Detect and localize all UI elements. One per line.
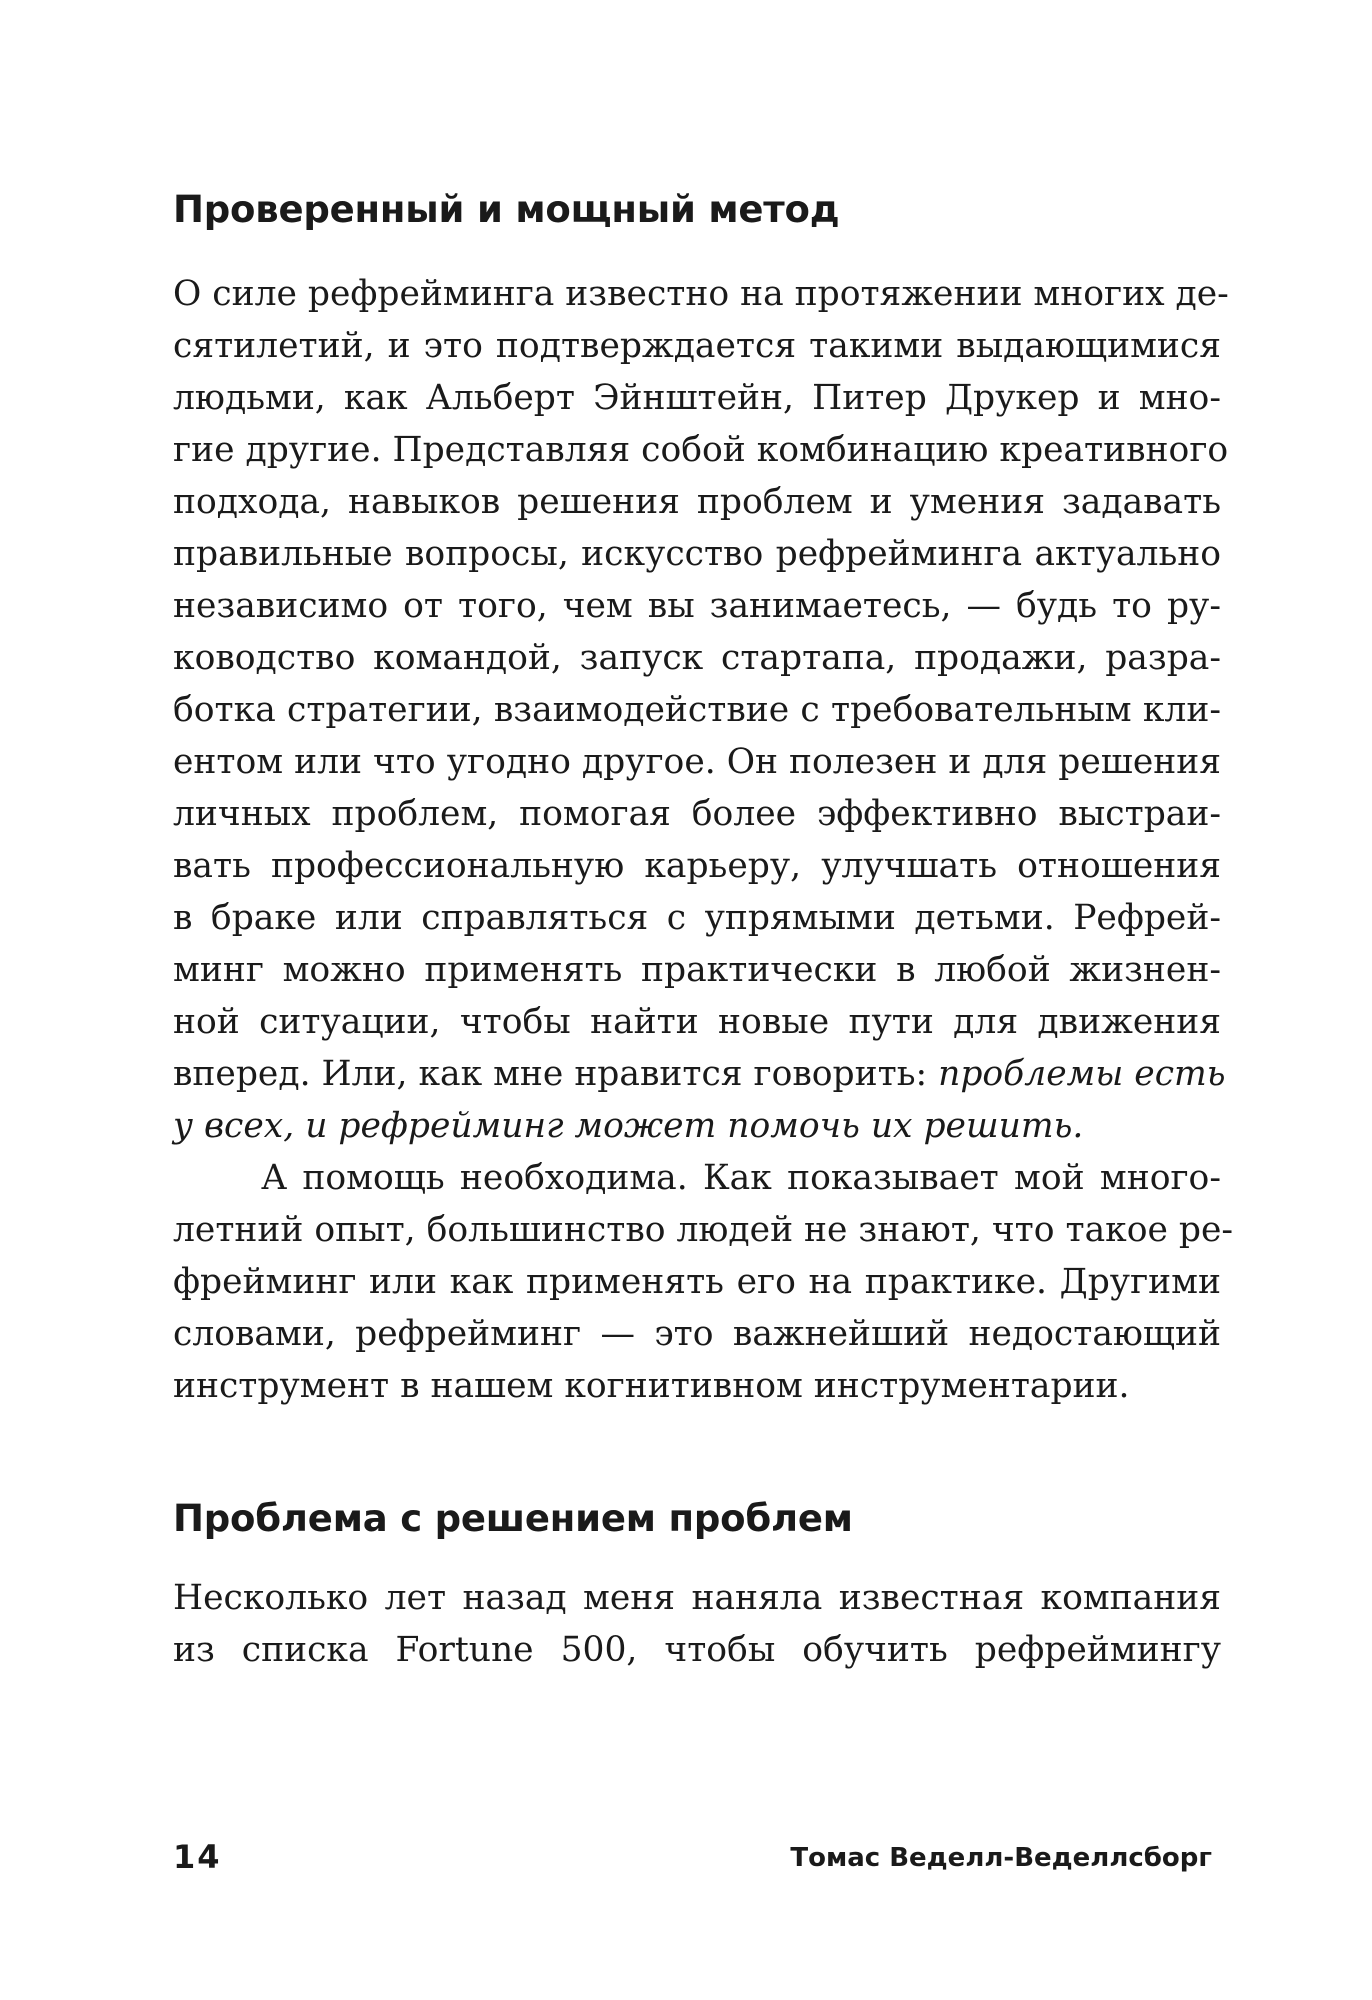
text-line: Несколько лет назад меня наняла известная компания [173,1578,1221,1618]
text-line: людьми, как Альберт Эйнштейн, Питер Друкер и мно- [173,378,1221,418]
text-line: словами, рефрейминг — это важнейший недостающий [173,1314,1221,1354]
text-line: независимо от того, чем вы занимаетесь, — будь то ру- [173,586,1221,626]
italic-emphasis-line: у всех, и рефрейминг может помочь их решить. [173,1106,1084,1146]
text-line: правильные вопросы, искусство рефрейминга актуально [173,534,1221,574]
text-line: личных проблем, помогая более эффективно выстраи- [173,794,1221,834]
text-span: вперед. Или, как мне нравится говорить: [173,1054,939,1094]
paragraph-start-line: А помощь необходима. Как показывает мой много- [261,1158,1221,1198]
section-body-problem-solving [173,1572,1221,1676]
text-line: ной ситуации, чтобы найти новые пути для движения [173,1002,1221,1042]
italic-emphasis: проблемы есть [938,1054,1226,1094]
text-line: ководство командой, запуск стартапа, продажи, разра- [173,638,1221,678]
section-heading-proven-method: Проверенный и мощный метод [173,188,840,231]
text-line: фрейминг или как применять его на практике. Другими [173,1262,1221,1302]
text-line: ентом или что угодно другое. Он полезен и для решения [173,742,1221,782]
text-line: минг можно применять практически в любой жизнен- [173,950,1221,990]
section-body-proven-method [173,268,1234,1412]
text-line: из списка Fortune 500, чтобы обучить рефреймингу [173,1630,1221,1670]
text-line: О силе рефрейминга известно на протяжении многих де- [173,274,1229,314]
text-line: в браке или справляться с упрямыми детьми. Рефрей- [173,898,1221,938]
text-line: летний опыт, большинство людей не знают, что такое ре- [173,1210,1234,1250]
text-line: сятилетий, и это подтверждается такими выдающимися [173,326,1221,366]
text-line: подхода, навыков решения проблем и умения задавать [173,482,1221,522]
text-line: ботка стратегии, взаимодействие с требовательным кли- [173,690,1221,730]
section-heading-problem-solving: Проблема с решением проблем [173,1497,853,1540]
running-footer-author: Томас Веделл-Веделлсборг [790,1843,1212,1873]
page-number: 14 [173,1838,222,1876]
text-line: вать профессиональную карьеру, улучшать отношения [173,846,1221,886]
text-line: инструмент в нашем когнитивном инструментарии. [173,1366,1130,1406]
text-line-mixed [173,1048,1226,1100]
text-line: гие другие. Представляя собой комбинацию креативного [173,430,1229,470]
